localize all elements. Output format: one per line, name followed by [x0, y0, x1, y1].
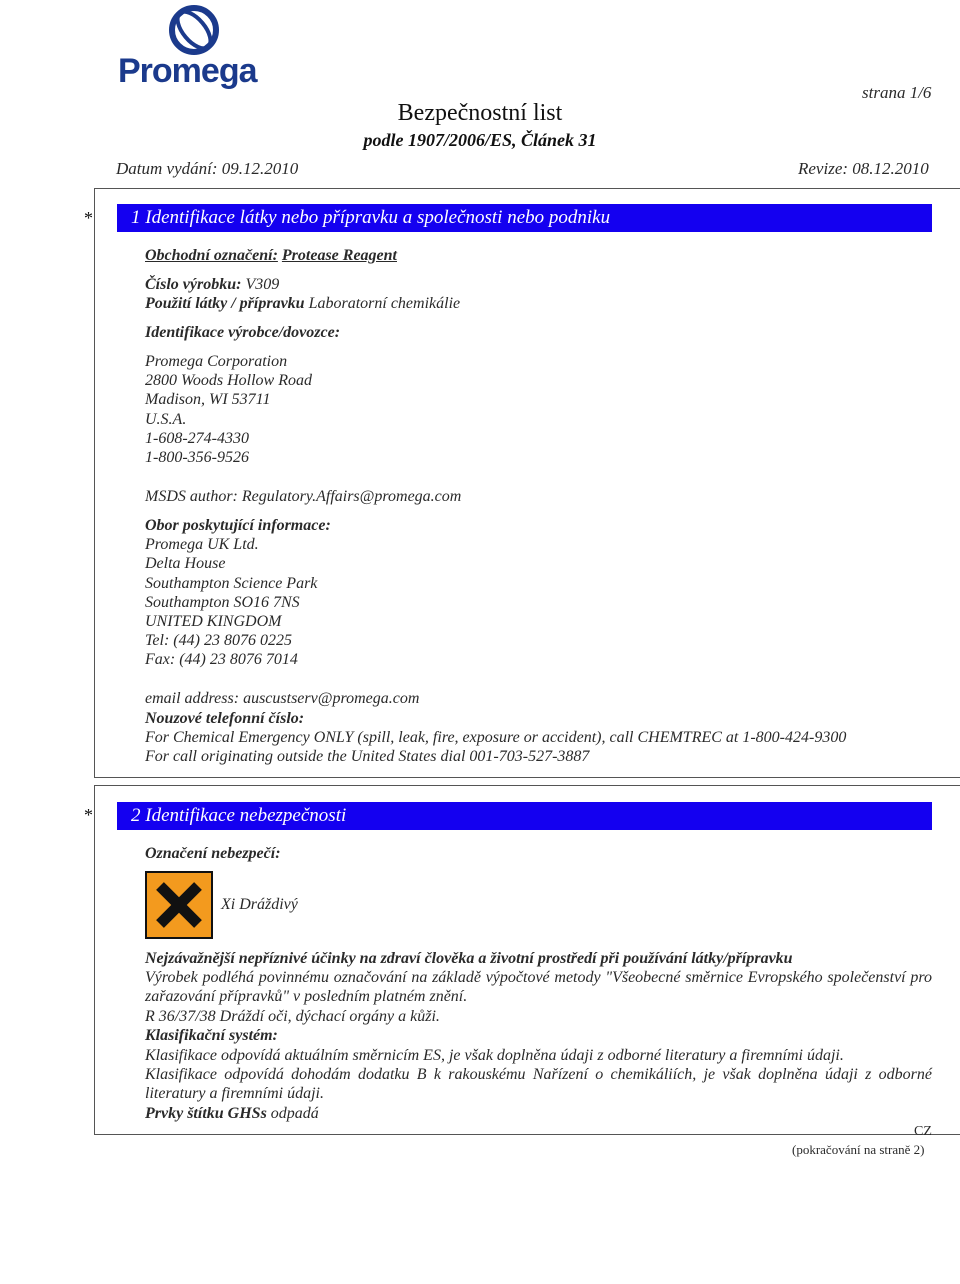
usage-value: Laboratorní chemikálie — [308, 295, 461, 312]
section-2-change-marker: * — [84, 805, 93, 825]
ghs-value: odpadá — [270, 1105, 319, 1122]
product-number-value: V309 — [245, 276, 280, 293]
info-provider-line: Promega UK Ltd. — [145, 536, 259, 553]
emergency-phone-label: Nouzové telefonní číslo: — [145, 710, 305, 727]
section-1-heading: 1 Identifikace látky nebo přípravku a společnosti nebo podniku — [117, 204, 932, 232]
usage-row — [145, 294, 460, 313]
info-provider-line: Fax: (44) 23 8076 7014 — [145, 651, 298, 668]
promega-logo — [118, 0, 273, 92]
manufacturer-line: U.S.A. — [145, 411, 187, 428]
classification-text-1: Klasifikace odpovídá aktuálním směrnicím ES, je však doplněna údaji z odborné literatury a firemními údaji. — [145, 1047, 844, 1064]
ghs-row — [145, 1104, 319, 1123]
manufacturer-line: Promega Corporation — [145, 353, 288, 370]
document-subtitle: podle 1907/2006/ES, Článek 31 — [363, 130, 597, 150]
manufacturer-line: Madison, WI 53711 — [145, 391, 271, 408]
email-address: email address: auscustserv@promega.com — [145, 690, 420, 707]
language-code: CZ — [914, 1124, 932, 1139]
page-number: strana 1/6 — [862, 83, 932, 102]
issue-date: Datum vydání: 09.12.2010 — [116, 159, 299, 178]
continued-note: (pokračování na straně 2) — [792, 1142, 925, 1157]
hazard-label: Označení nebezpečí: — [145, 845, 281, 862]
info-provider-line: Southampton Science Park — [145, 575, 318, 592]
classification-label: Klasifikační systém: — [145, 1027, 278, 1044]
document-title: Bezpečnostní list — [397, 100, 563, 126]
product-number-row — [145, 275, 279, 294]
emergency-phone-line: For call originating outside the United States dial 001-703-527-3887 — [145, 748, 590, 765]
trade-name-label: Obchodní označení: — [145, 247, 278, 264]
emergency-phone-line: For Chemical Emergency ONLY (spill, leak, fire, exposure or accident), call CHEMTREC at 1-800-424-9300 — [145, 729, 847, 746]
section-1-change-marker: * — [84, 208, 93, 228]
info-provider-line: Tel: (44) 23 8076 0225 — [145, 632, 292, 649]
adverse-effects-text: Výrobek podléhá povinnému označování na základě výpočtové metody "Všeobecné směrnice Evropského společenství pro zařazování přípravků" v posledním platném znění. — [145, 969, 932, 1006]
info-provider-line: UNITED KINGDOM — [145, 613, 282, 630]
ghs-label: Prvky štítku GHSs — [145, 1105, 267, 1122]
manufacturer-label: Identifikace výrobce/dovozce: — [145, 324, 341, 341]
info-provider-label: Obor poskytující informace: — [145, 517, 331, 534]
manufacturer-line: 1-800-356-9526 — [145, 449, 249, 466]
section-2-heading: 2 Identifikace nebezpečnosti — [117, 802, 932, 830]
classification-text-2: Klasifikace odpovídá dohodám dodatku B k rakouskému Nařízení o chemikáliích, je však doplněna údaji z odborné literatury a firemními údaji. — [145, 1066, 932, 1103]
adverse-effects-label: Nejzávažnější nepříznivé účinky na zdraví člověka a životní prostředí při používání látky/přípravku — [145, 950, 793, 967]
hazard-symbol-text: Xi Dráždivý — [221, 896, 298, 913]
promega-logo-mark-icon — [118, 0, 273, 60]
product-number-label: Číslo výrobku: — [145, 276, 242, 293]
trade-name-row — [145, 246, 397, 265]
msds-author: MSDS author: Regulatory.Affairs@promega.com — [145, 488, 462, 505]
promega-logo-text: Promega — [118, 52, 257, 90]
trade-name-value: Protease Reagent — [281, 247, 397, 264]
manufacturer-line: 2800 Woods Hollow Road — [145, 372, 312, 389]
info-provider-line: Delta House — [145, 555, 226, 572]
revision-date: Revize: 08.12.2010 — [798, 159, 929, 178]
r-phrase: R 36/37/38 Dráždí oči, dýchací orgány a kůži. — [145, 1008, 440, 1025]
manufacturer-line: 1-608-274-4330 — [145, 430, 249, 447]
info-provider-line: Southampton SO16 7NS — [145, 594, 300, 611]
irritant-hazard-icon — [145, 871, 213, 939]
usage-label: Použití látky / přípravku — [145, 295, 305, 312]
